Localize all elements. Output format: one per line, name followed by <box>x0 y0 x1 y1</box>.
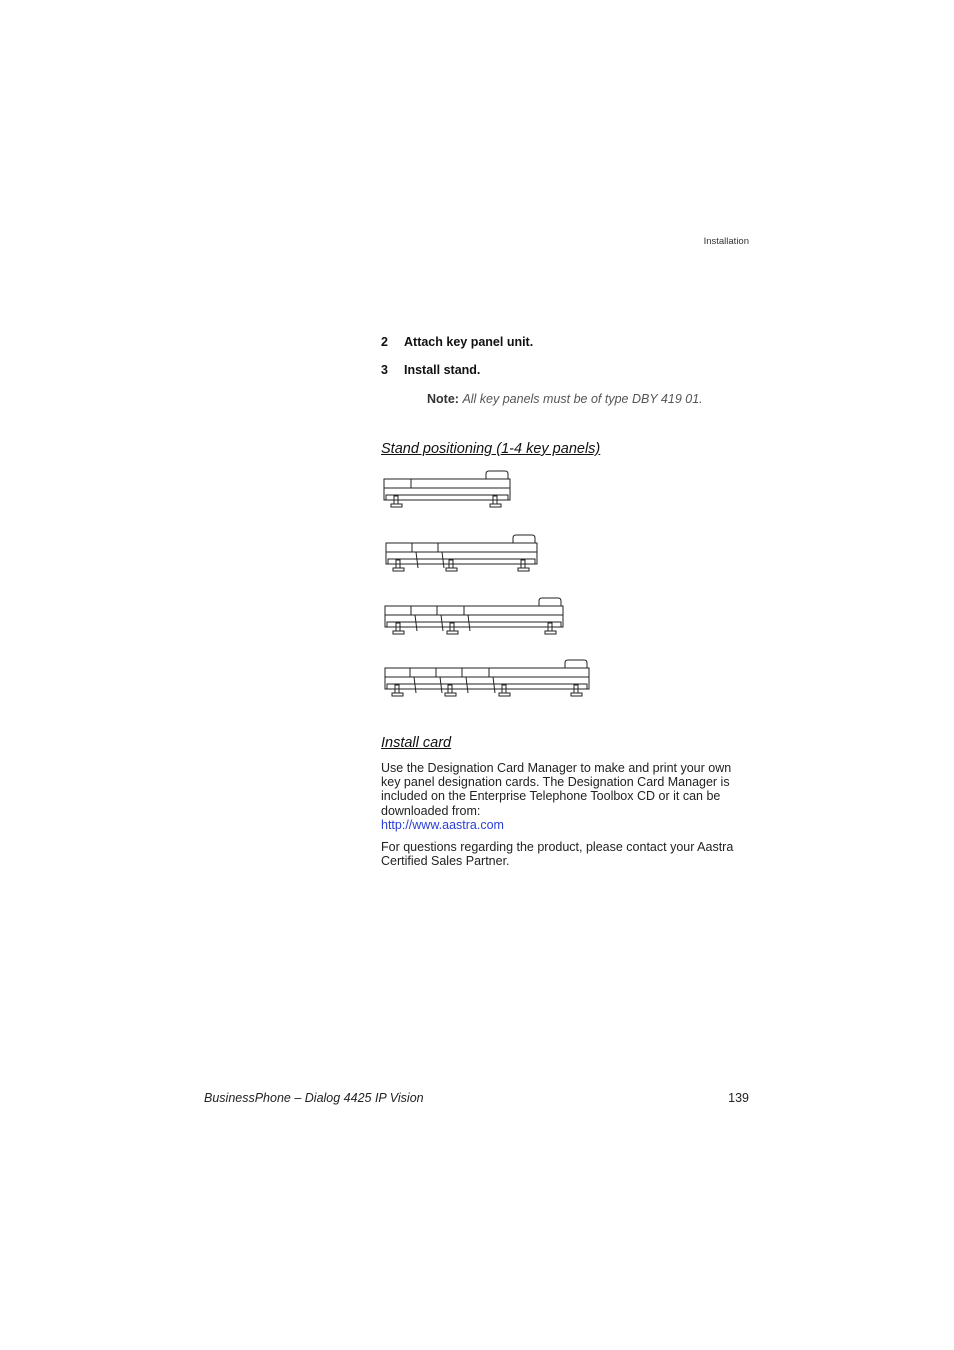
note-text: All key panels must be of type DBY 419 01. <box>462 392 703 406</box>
install-card-paragraph <box>381 761 753 832</box>
install-card-text: Use the Designation Card Manager to make and print your own key panel designation cards. The Designation Card Manager is included on the Enterprise Telephone Toolbox CD or it can be downloaded from: <box>381 761 732 818</box>
stand-diagram-3-panels <box>384 597 566 637</box>
step-3 <box>381 363 480 377</box>
stand-positioning-title: Stand positioning (1-4 key panels) <box>381 441 601 457</box>
step-text: Attach key panel unit. <box>404 335 534 349</box>
questions-paragraph: For questions regarding the product, please contact your Aastra Certified Sales Partner. <box>381 840 734 869</box>
header-section-label: Installation <box>703 236 749 247</box>
install-card-title: Install card <box>381 735 452 751</box>
step-2 <box>381 335 533 349</box>
note-label: Note: <box>427 392 459 406</box>
footer-title: BusinessPhone – Dialog 4425 IP Vision <box>204 1091 424 1105</box>
page-number: 139 <box>728 1091 749 1105</box>
step-number: 3 <box>381 363 388 377</box>
note <box>427 392 703 406</box>
stand-diagram-4-panels <box>384 659 592 699</box>
stand-diagram-1-panel <box>383 470 513 510</box>
stand-diagram-2-panels <box>385 534 540 574</box>
aastra-link[interactable]: http://www.aastra.com <box>381 817 504 832</box>
step-text: Install stand. <box>404 363 481 377</box>
step-number: 2 <box>381 335 388 349</box>
